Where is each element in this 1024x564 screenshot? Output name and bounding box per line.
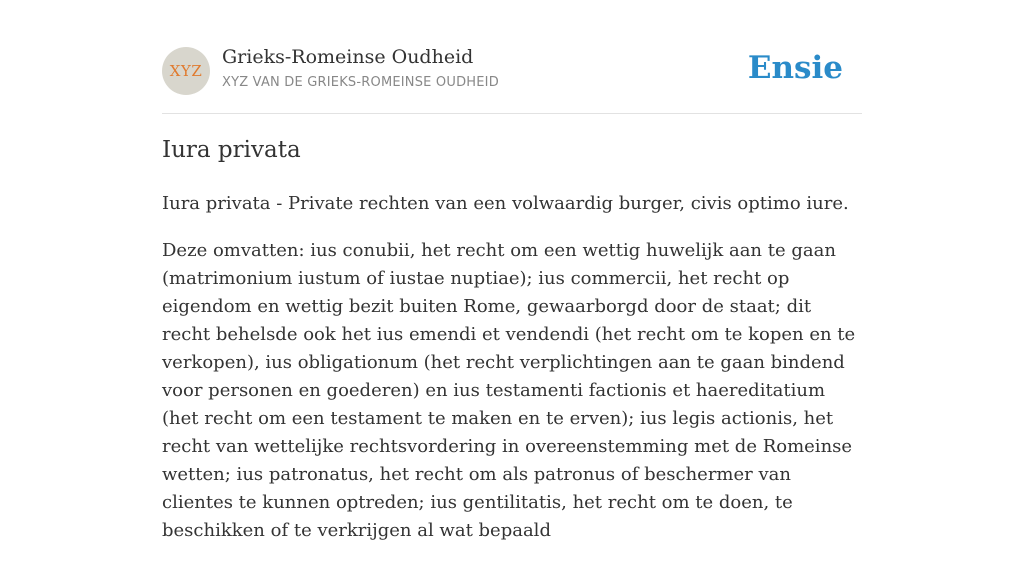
avatar-text: XYZ (169, 62, 203, 80)
article-body (162, 190, 862, 564)
article-paragraph: Deze omvatten: ius conubii, het recht om een wettig huwelijk aan te gaan (matrimonium iustum of iustae nuptiae); ius commercii, het recht op eigendom en wettig bezit buiten Rome, gewaarborgd door de staat; dit recht behelsde ook het ius emendi et vendendi (het recht om te kopen en te verkopen), ius obligationum (het recht verplichtingen aan te gaan bindend voor personen en goederen) en ius testamenti factionis et haereditatium (het recht om een testament te maken en te erven); ius legis actionis, het recht van wettelijke rechtsvordering in overeenstemming met de Romeinse wetten; ius patronatus, het recht om als patronus of beschermer van clientes te kunnen optreden; ius gentilitatis, het recht om te doen, te beschikken of te verkrijgen al wat bepaald (162, 240, 856, 541)
article-paragraph: Iura privata - Private rechten van een volwaardig burger, civis optimo iure. (162, 193, 849, 214)
divider (162, 113, 862, 114)
ensie-logo[interactable]: Ensie (747, 50, 843, 86)
header (162, 46, 862, 96)
article-title: Iura privata (162, 137, 301, 163)
source-title[interactable]: Grieks-Romeinse Oudheid (222, 46, 474, 68)
source-subtitle: XYZ VAN DE GRIEKS-ROMEINSE OUDHEID (222, 75, 499, 90)
avatar[interactable] (162, 47, 210, 95)
